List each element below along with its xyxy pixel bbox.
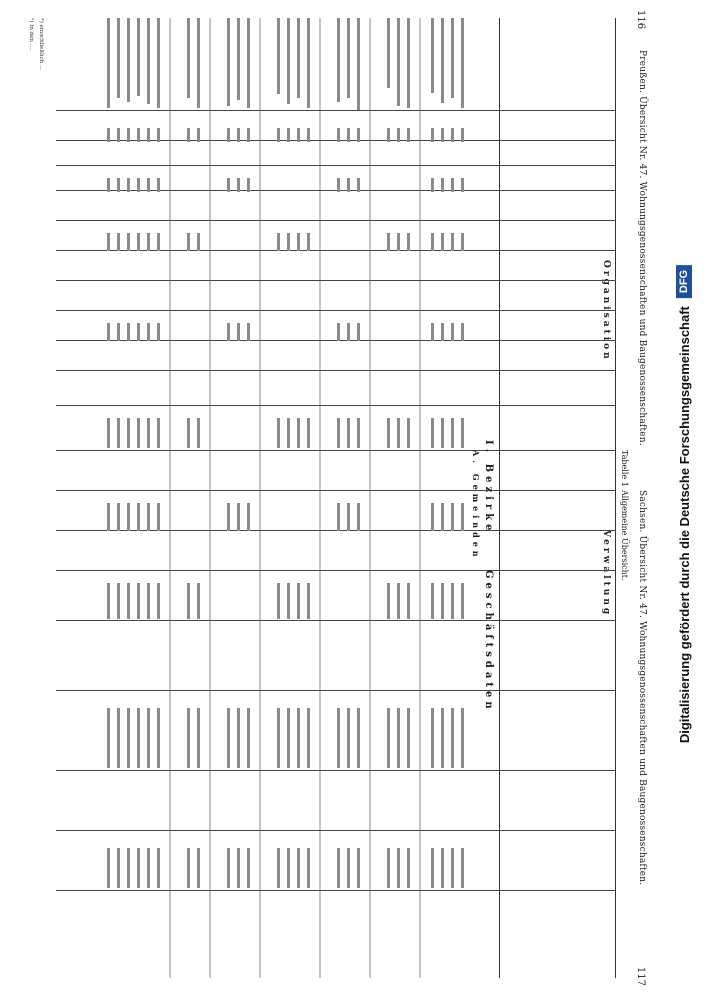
footnote-1: *) einschließlich ... xyxy=(38,18,44,71)
dfg-watermark-text: Digitalisierung gefördert durch die Deutsche Forschungsgemeinschaft xyxy=(676,306,692,744)
illegible-table-body xyxy=(50,18,470,978)
dfg-watermark xyxy=(676,265,692,743)
page-number-right: 117 xyxy=(635,966,646,986)
organisation-heading: Organisation xyxy=(601,260,611,362)
section-gemeinden: A. Gemeinden xyxy=(471,450,481,561)
footnote-2: ²) In den .... xyxy=(28,18,34,51)
section-bezirke: I. Bezirke xyxy=(483,440,494,535)
rotated-table-document xyxy=(10,10,650,990)
left-page-header: Preußen. Übersicht Nr. 47. Wohnungsgenossenschaften und Baugenossenschaften. xyxy=(637,50,647,446)
dfg-logo: DFG xyxy=(676,265,692,298)
page-number-left: 116 xyxy=(635,10,646,30)
header-rule-bottom xyxy=(499,18,500,978)
table-label: Tabelle 1 xyxy=(620,450,629,487)
section-geschaeftsdaten: Geschäftsdaten xyxy=(483,570,494,713)
dfg-watermark-strip xyxy=(668,4,700,996)
right-page-header: Sachsen. Übersicht Nr. 47. Wohnungsgenossenschaften und Baugenossenschaften. xyxy=(637,490,647,886)
right-subheader: Allgemeine Übersicht. xyxy=(620,490,629,581)
verwaltung-heading: Verwaltung xyxy=(601,530,611,618)
header-rule-top xyxy=(615,18,616,978)
